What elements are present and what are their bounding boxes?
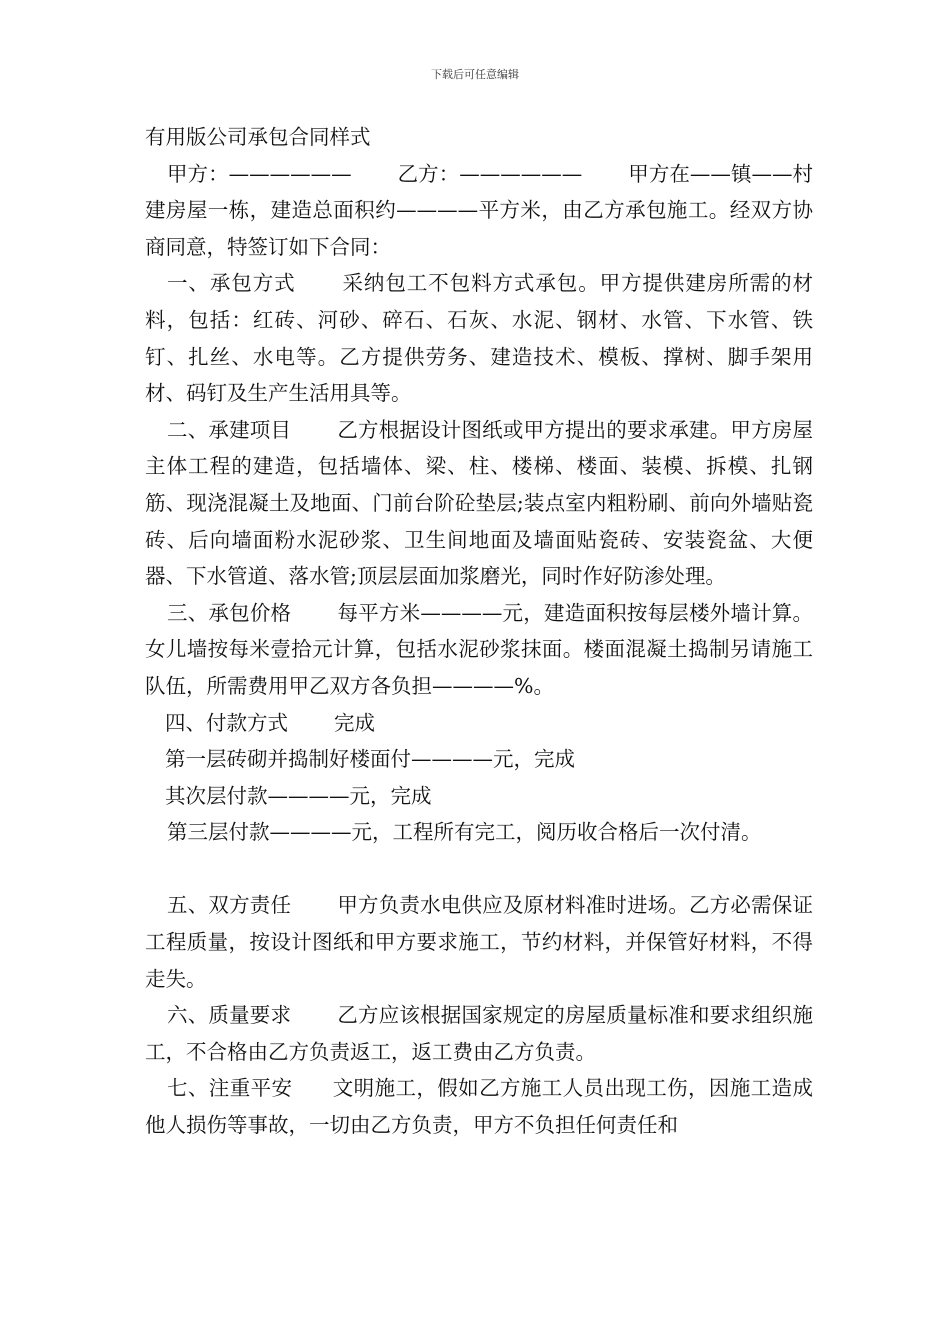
section-6 bbox=[145, 997, 813, 1070]
header-note: 下载后可任意编辑 bbox=[431, 68, 519, 81]
section-heading: 二、承建项目 bbox=[167, 417, 292, 442]
section-text: 乙方应该根据国家规定的房屋质量标准和要求组织施工，不合格由乙方负责返工，返工费由乙方负责。 bbox=[145, 1003, 814, 1064]
intro-text: 甲方在——镇——村建房屋一栋，建造总面积约————平方米，由乙方承包施工。经双方协商同意，特签订如下合同： bbox=[145, 161, 814, 259]
document-title: 有用版公司承包合同样式 bbox=[145, 125, 371, 149]
section-heading: 五、双方责任 bbox=[167, 893, 292, 918]
party-b-field: 乙方：—————— bbox=[397, 161, 583, 186]
section-text: 文明施工，假如乙方施工人员出现工伤，因施工造成他人损伤等事故，一切由乙方负责，甲方不负担任何责任和 bbox=[145, 1076, 814, 1138]
section-text: 甲方负责水电供应及原材料准时进场。乙方必需保证工程质量，按设计图纸和甲方要求施工，节约材料，并保管好材料，不得走失。 bbox=[145, 893, 814, 991]
section-heading: 三、承包价格 bbox=[167, 600, 292, 625]
section-text: 乙方根据设计图纸或甲方提出的要求承建。甲方房屋主体工程的建造，包括墙体、梁、柱、楼梯、楼面、装模、拆模、扎钢筋、现浇混凝土及地面、门前台阶砼垫层;装点室内粗粉刷、前向外墙贴瓷砖、后向墙面粉水泥砂浆、卫生间地面及墙面贴瓷砖、安装瓷盆、大便器、下水管道、落水管;顶层层面加浆磨光，同时作好防渗处理。 bbox=[145, 417, 814, 589]
payment-line-1: 第一层砖砌并捣制好楼面付————元，完成 bbox=[165, 747, 575, 772]
section-3 bbox=[145, 595, 813, 705]
section-text: 完成 bbox=[334, 710, 375, 735]
section-1 bbox=[145, 265, 813, 411]
section-4 bbox=[145, 705, 813, 742]
payment-line-2: 其次层付款————元，完成 bbox=[165, 783, 432, 808]
section-2 bbox=[145, 412, 813, 595]
section-7 bbox=[145, 1070, 813, 1143]
section-text: 每平方米————元，建造面积按每层楼外墙计算。女儿墙按每米壹拾元计算，包括水泥砂浆抹面。楼面混凝土捣制另请施工队伍，所需费用甲乙双方各负担————%。 bbox=[145, 600, 814, 698]
blank-line bbox=[145, 851, 813, 888]
section-heading: 一、承包方式 bbox=[167, 271, 296, 296]
section-heading: 六、质量要求 bbox=[167, 1003, 292, 1028]
section-5 bbox=[145, 887, 813, 997]
section-heading: 七、注重平安 bbox=[167, 1076, 293, 1101]
document-body bbox=[145, 119, 813, 1144]
payment-line-3: 第三层付款————元，工程所有完工，阅历收合格后一次付清。 bbox=[167, 820, 762, 845]
party-a-field: 甲方：—————— bbox=[167, 161, 352, 186]
intro-paragraph bbox=[145, 156, 813, 266]
section-heading: 四、付款方式 bbox=[165, 710, 288, 735]
section-text: 采纳包工不包料方式承包。甲方提供建房所需的材料，包括：红砖、河砂、碎石、石灰、水泥、钢材、水管、下水管、铁钉、扎丝、水电等。乙方提供劳务、建造技术、模板、撑树、脚手架用材、码钉及生产生活用具等。 bbox=[145, 271, 814, 406]
